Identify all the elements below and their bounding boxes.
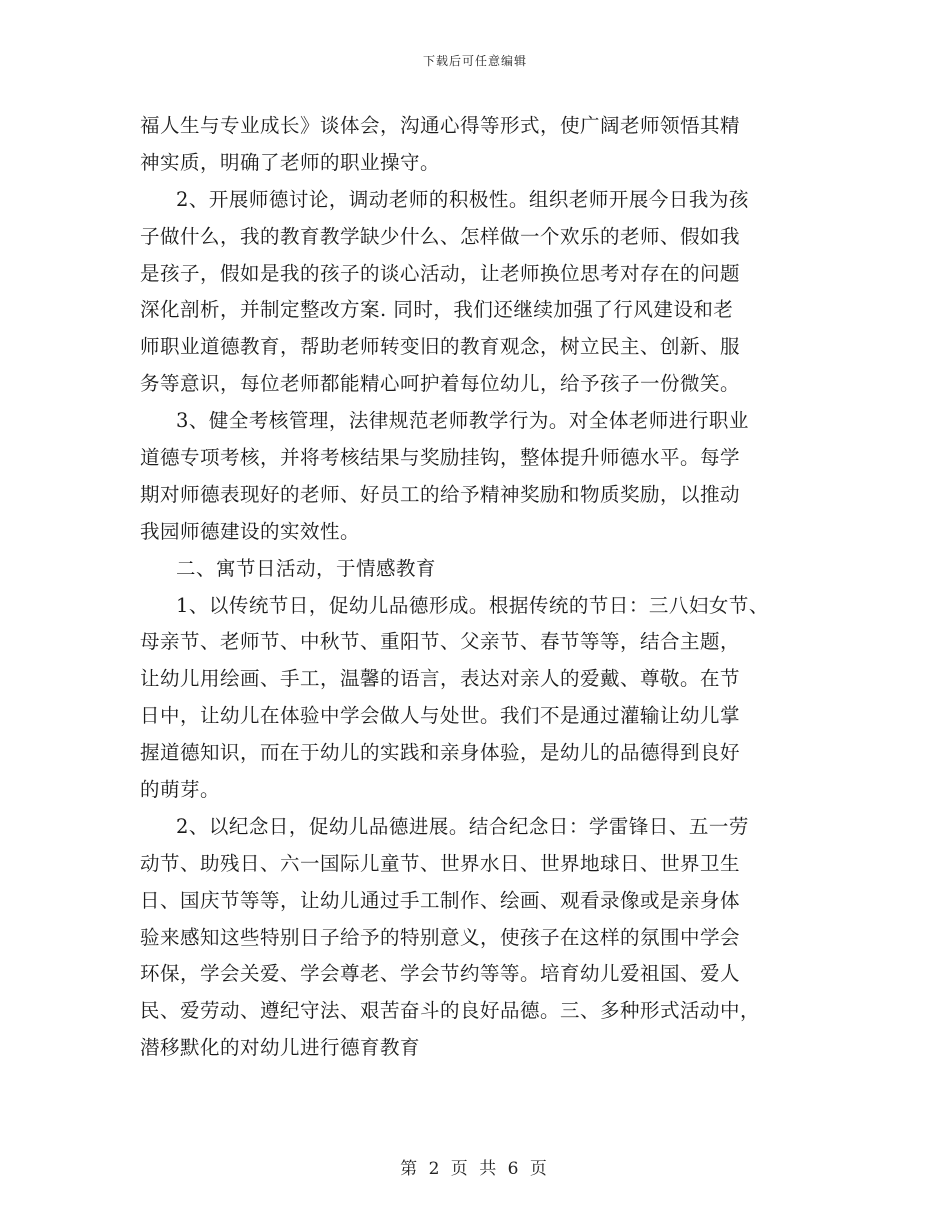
text-line: 神实质，明确了老师的职业操守。: [140, 150, 441, 174]
text-line: 验来感知这些特别日子给予的特别意义，使孩子在这样的氛围中学会: [140, 925, 741, 949]
text-line: 2、开展师德讨论，调动老师的积极性。组织老师开展今日我为孩: [176, 187, 749, 211]
text-line: 母亲节、老师节、中秋节、重阳节、父亲节、春节等等，结合主题，: [140, 630, 741, 654]
document-body: [140, 108, 830, 1067]
page-number-footer: 第 2 页 共 6 页: [400, 1159, 550, 1179]
text-line: 期对师德表现好的老师、好员工的给予精神奖励和物质奖励，以推动: [140, 482, 741, 506]
text-line: 3、健全考核管理，法律规范老师教学行为。对全体老师进行职业: [176, 409, 749, 433]
section-heading: 二、寓节日活动，于情感教育: [176, 556, 437, 580]
text-line: 是孩子，假如是我的孩子的谈心活动，让老师换位思考对存在的问题: [140, 261, 741, 285]
text-line: 的萌芽。: [140, 778, 221, 802]
text-line: 师职业道德教育，帮助老师转变旧的教育观念，树立民主、创新、服: [140, 335, 741, 359]
text-line: 子做什么，我的教育教学缺少什么、怎样做一个欢乐的老师、假如我: [140, 224, 741, 248]
text-line: 环保，学会关爱、学会尊老、学会节约等等。培育幼儿爱祖国、爱人: [140, 962, 741, 986]
text-line: 福人生与专业成长》谈体会，沟通心得等形式，使广阔老师领悟其精: [140, 114, 741, 137]
text-line: 动节、助残日、六一国际儿童节、世界水日、世界地球日、世界卫生: [140, 851, 741, 875]
text-line: 我园师德建设的实效性。: [140, 519, 361, 543]
text-line: 让幼儿用绘画、手工，温馨的语言，表达对亲人的爱戴、尊敬。在节: [140, 667, 741, 691]
page-header: 下载后可任意编辑: [422, 54, 527, 68]
text-line: 日中，让幼儿在体验中学会做人与处世。我们不是通过灌输让幼儿掌: [140, 704, 741, 728]
text-line: 务等意识，每位老师都能精心呵护着每位幼儿，给予孩子一份微笑。: [140, 372, 741, 396]
text-line: 民、爱劳动、遵纪守法、艰苦奋斗的良好品德。三、多种形式活动中，: [140, 999, 761, 1023]
text-line: 1、以传统节日，促幼儿品德形成。根据传统的节日：三八妇女节、: [176, 593, 769, 617]
text-line: 道德专项考核，并将考核结果与奖励挂钩，整体提升师德水平。每学: [140, 446, 741, 470]
text-line: 日、国庆节等等，让幼儿通过手工制作、绘画、观看录像或是亲身体: [140, 888, 741, 912]
text-line: 2、以纪念日，促幼儿品德进展。结合纪念日：学雷锋日、五一劳: [176, 814, 749, 838]
text-line: 握道德知识，而在于幼儿的实践和亲身体验，是幼儿的品德得到良好: [140, 741, 741, 765]
text-line: 深化剖析，并制定整改方案. 同时，我们还继续加强了行风建设和老: [140, 298, 734, 322]
text-line: 潜移默化的对幼儿进行德育教育: [140, 1036, 421, 1060]
